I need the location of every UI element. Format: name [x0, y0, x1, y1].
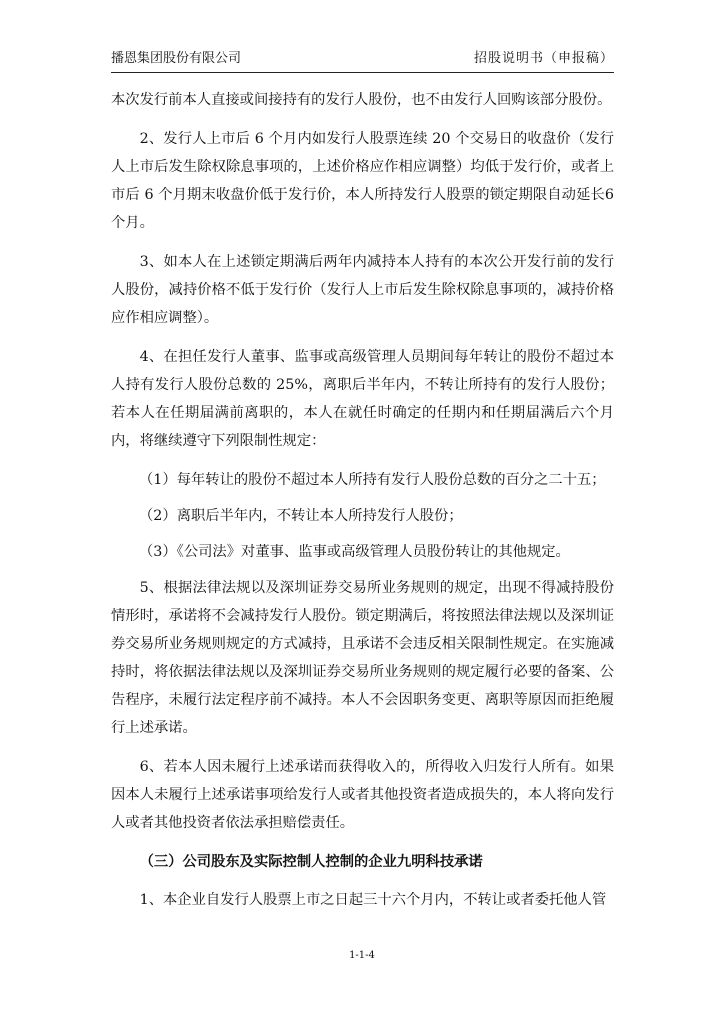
paragraph-item-6: 6、若本人因未履行上述承诺而获得收入的，所得收入归发行人所有。如果因本人未履行上述承诺事项给发行人或者其他投资者造成损失的，本人将向发行人或者其他投资者依法承担赔偿责任。 [111, 759, 614, 831]
paragraph-item-5: 5、根据法律法规以及深圳证券交易所业务规则的规定，出现不得减持股份情形时，承诺将不会减持发行人股份。锁定期满后，将按照法律法规以及深圳证券交易所业务规则规定的方式减持，且承诺不会违反相关限制性规定。在实施减持时，将依据法律法规以及深圳证券交易所业务规则的规定履行必要的备案、公告程序，未履行法定程序前不减持。本人不会因职务变更、离职等原因而拒绝履行上述承诺。 [111, 580, 614, 736]
page-header [111, 50, 614, 73]
header-document-type: 招股说明书（申报稿） [473, 51, 614, 66]
paragraph-continuation: 本次发行前本人直接或间接持有的发行人股份，也不由发行人回购该部分股份。 [111, 92, 612, 108]
sub-item-1: （1）每年转让的股份不超过本人所持有发行人股份总数的百分之二十五； [139, 472, 606, 488]
header-company-name: 播恩集团股份有限公司 [111, 51, 242, 66]
paragraph-item-3: 3、如本人在上述锁定期满后两年内减持本人持有的本次公开发行前的发行人股份，减持价格不低于发行价（发行人上市后发生除权除息事项的，减持价格应作相应调整）。 [111, 254, 614, 326]
paragraph-section-item-1: 1、本企业自发行人股票上市之日起三十六个月内，不转让或者委托他人管 [139, 892, 607, 908]
sub-item-3: （3）《公司法》对董事、监事或高级管理人员股份转让的其他规定。 [139, 544, 570, 560]
sub-item-2: （2）离职后半年内，不转让本人所持发行人股份； [139, 508, 463, 524]
document-body [111, 86, 614, 925]
paragraph-item-4: 4、在担任发行人董事、监事或高级管理人员期间每年转让的股份不超过本人持有发行人股份总数的 25%，离职后半年内，不转让所持有的发行人股份；若本人在任期届满前离职的，本人在就任时确定的任期内和任期届满后六个月内，将继续遵守下列限制性规定： [111, 349, 614, 449]
page-number: 1-1-4 [349, 950, 375, 961]
paragraph-item-2: 2、发行人上市后 6 个月内如发行人股票连续 20 个交易日的收盘价（发行人上市后发生除权除息事项的，上述价格应作相应调整）均低于发行价，或者上市后 6 个月期末收盘价低于发行价，本人所持发行人股票的锁定期限自动延长6个月。 [111, 131, 614, 231]
section-heading: （三）公司股东及实际控制人控制的企业九明科技承诺 [139, 854, 483, 870]
